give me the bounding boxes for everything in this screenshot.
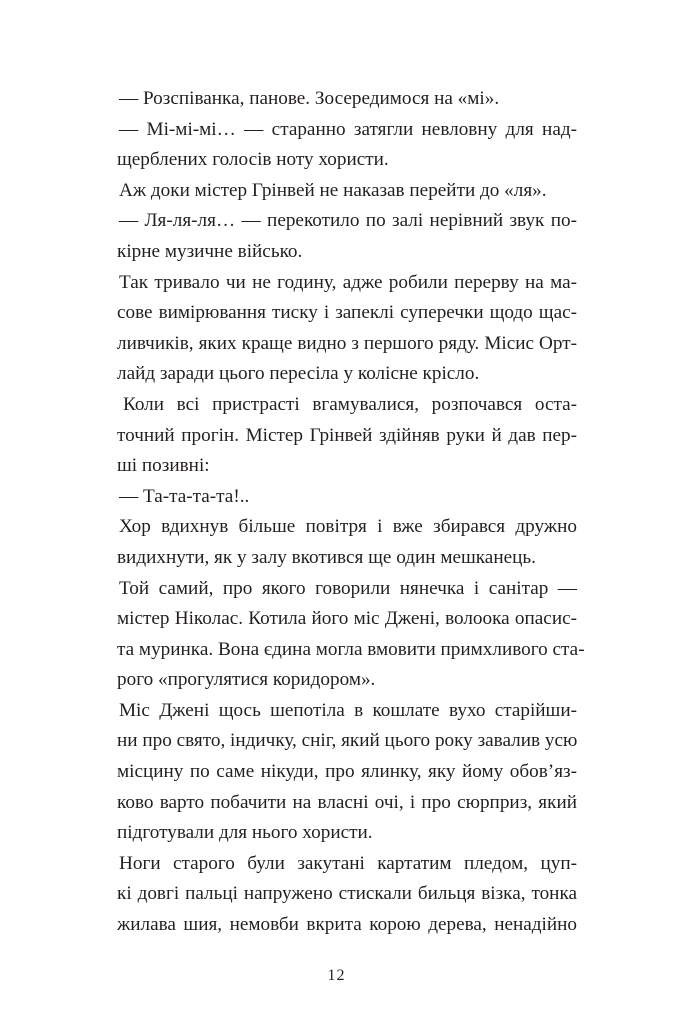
text-line: жилава шия, немовби вкрита корою дерева, ненадійно <box>117 914 577 936</box>
text-line: кі довгі пальці напружено стискали бильця візка, тонка <box>117 883 577 905</box>
text-line: кірне музичне військо. <box>117 240 303 262</box>
text-line: та муринка. Вона єдина могла вмовити примхливого ста- <box>117 638 585 660</box>
text-line: ни про свято, індичку, сніг, який цього року завалив усю <box>117 730 578 752</box>
text-line: точний прогін. Містер Грінвей здійняв руки й дав пер- <box>117 424 577 446</box>
text-line: — Ля-ля-ля… — перекотило по залі нерівний звук по- <box>119 210 577 232</box>
text-line: сове вимірювання тиску і запеклі суперечки щодо щас- <box>117 302 577 324</box>
text-line: Той самий, про якого говорили нянечка і санітар — <box>119 577 577 599</box>
text-line: ково варто побачити на власні очі, і про сюрприз, який <box>117 791 577 813</box>
text-line: ші позивні: <box>117 455 210 477</box>
text-line: — Мі-мі-мі… — старанно затягли невловну для над- <box>119 118 577 140</box>
text-line: ливчиків, яких краще видно з першого ряду. Місис Орт- <box>117 332 577 354</box>
text-line: місцину по саме нікуди, про ялинку, яку йому обов’яз- <box>117 761 577 783</box>
text-line: — Розспіванка, панове. Зосередимося на «мі». <box>119 88 500 109</box>
text-line: лайд заради цього пересіла у колісне крісло. <box>117 363 480 385</box>
text-line: щерблених голосів ноту хористи. <box>117 149 389 171</box>
text-line: Так тривало чи не годину, адже робили перерву на ма- <box>119 271 577 293</box>
text-line: Аж доки містер Грінвей не наказав перейти до «ля». <box>119 179 547 201</box>
text-line: Хор вдихнув більше повітря і вже збирався дружно <box>119 516 577 538</box>
page-number: 12 <box>327 967 346 984</box>
body-text <box>117 84 585 941</box>
text-line: Коли всі пристрасті вгамувалися, розпочався оста- <box>123 393 577 415</box>
text-line: — Та-та-та-та!.. <box>119 485 250 507</box>
text-line: підготували для нього хористи. <box>117 822 373 844</box>
text-line: видихнути, як у залу вкотився ще один мешканець. <box>117 546 536 568</box>
text-line: рого «прогулятися коридором». <box>117 669 376 691</box>
text-line: Міс Джені щось шепотіла в кошлате вухо старійши- <box>119 699 577 721</box>
text-line: містер Ніколас. Котила його міс Джені, волоока опасис- <box>117 608 577 630</box>
text-line: Ноги старого були закутані картатим пледом, цуп- <box>119 852 577 874</box>
